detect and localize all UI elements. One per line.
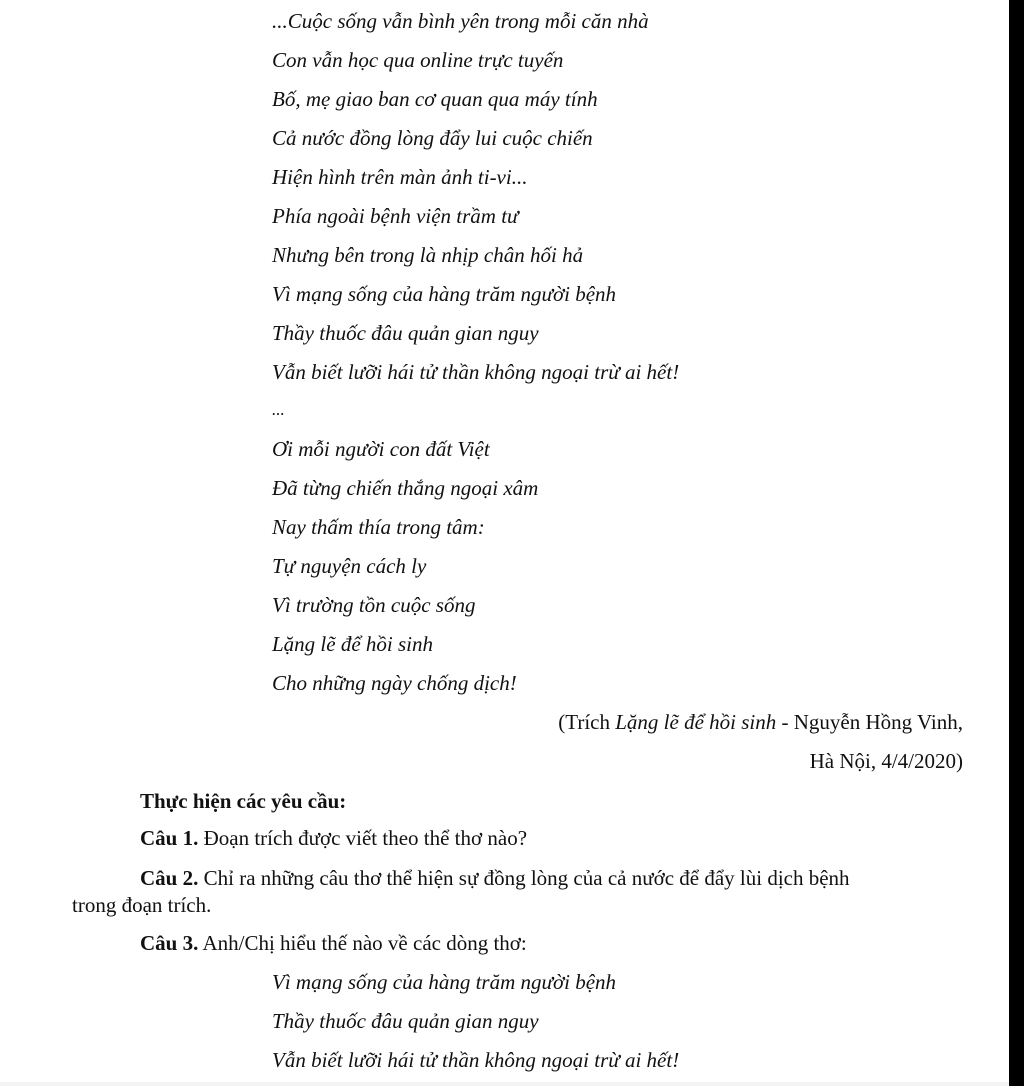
question-3-text: Anh/Chị hiểu thế nào về các dòng thơ:: [198, 931, 527, 955]
poem-line: Bố, mẹ giao ban cơ quan qua máy tính: [272, 87, 598, 111]
question-3-quote-line: Vì mạng sống của hàng trăm người bệnh: [272, 970, 617, 994]
poem-line: ...Cuộc sống vẫn bình yên trong mỗi căn nhà: [272, 9, 649, 33]
question-1-label: Câu 1.: [140, 826, 199, 850]
poem-ellipsis: ...: [272, 400, 285, 419]
source-author: - Nguyễn Hồng Vinh,: [776, 710, 963, 734]
poem-line: Đã từng chiến thắng ngoại xâm: [272, 476, 539, 500]
poem-line: Cho những ngày chống dịch!: [272, 671, 517, 695]
poem-line: Lặng lẽ để hồi sinh: [272, 632, 433, 656]
question-3-label: Câu 3.: [140, 931, 199, 955]
source-citation: [558, 710, 963, 734]
question-3-quote-line: Vẫn biết lưỡi hái tử thần không ngoại trừ ai hết!: [272, 1048, 680, 1072]
poem-line: Hiện hình trên màn ảnh ti-vi...: [272, 165, 528, 189]
poem-line: Cả nước đồng lòng đẩy lui cuộc chiến: [272, 126, 593, 150]
poem-line: Con vẫn học qua online trực tuyến: [272, 48, 564, 72]
source-place-date: Hà Nội, 4/4/2020): [809, 749, 963, 773]
poem-line: Vì trường tồn cuộc sống: [272, 593, 476, 617]
poem-line: Thầy thuốc đâu quản gian nguy: [272, 321, 539, 345]
question-1: [140, 826, 527, 850]
question-3-quote-line: Thầy thuốc đâu quản gian nguy: [272, 1009, 539, 1033]
poem-line: Ơi mỗi người con đất Việt: [272, 437, 490, 461]
question-1-text: Đoạn trích được viết theo thể thơ nào?: [198, 826, 528, 850]
source-prefix: (Trích: [558, 710, 616, 734]
poem-line: Nay thấm thía trong tâm:: [272, 515, 485, 539]
question-2-text: Chỉ ra những câu thơ thể hiện sự đồng lòng của cả nước để đẩy lùi dịch bệnh: [198, 866, 850, 890]
poem-line: Tự nguyện cách ly: [272, 554, 427, 578]
poem-line: Nhưng bên trong là nhịp chân hối hả: [272, 243, 584, 267]
poem-line: Phía ngoài bệnh viện trầm tư: [272, 204, 519, 228]
page-bottom-edge: [0, 1082, 1009, 1086]
question-2-label: Câu 2.: [140, 866, 199, 890]
question-2: [140, 866, 850, 890]
tasks-heading: Thực hiện các yêu cầu:: [140, 789, 347, 813]
question-2-continuation: trong đoạn trích.: [72, 893, 212, 917]
source-title: Lặng lẽ để hồi sinh: [615, 710, 777, 734]
question-3: [140, 931, 527, 955]
poem-line: Vì mạng sống của hàng trăm người bệnh: [272, 282, 617, 306]
poem-line: Vẫn biết lưỡi hái tử thần không ngoại trừ ai hết!: [272, 360, 680, 384]
